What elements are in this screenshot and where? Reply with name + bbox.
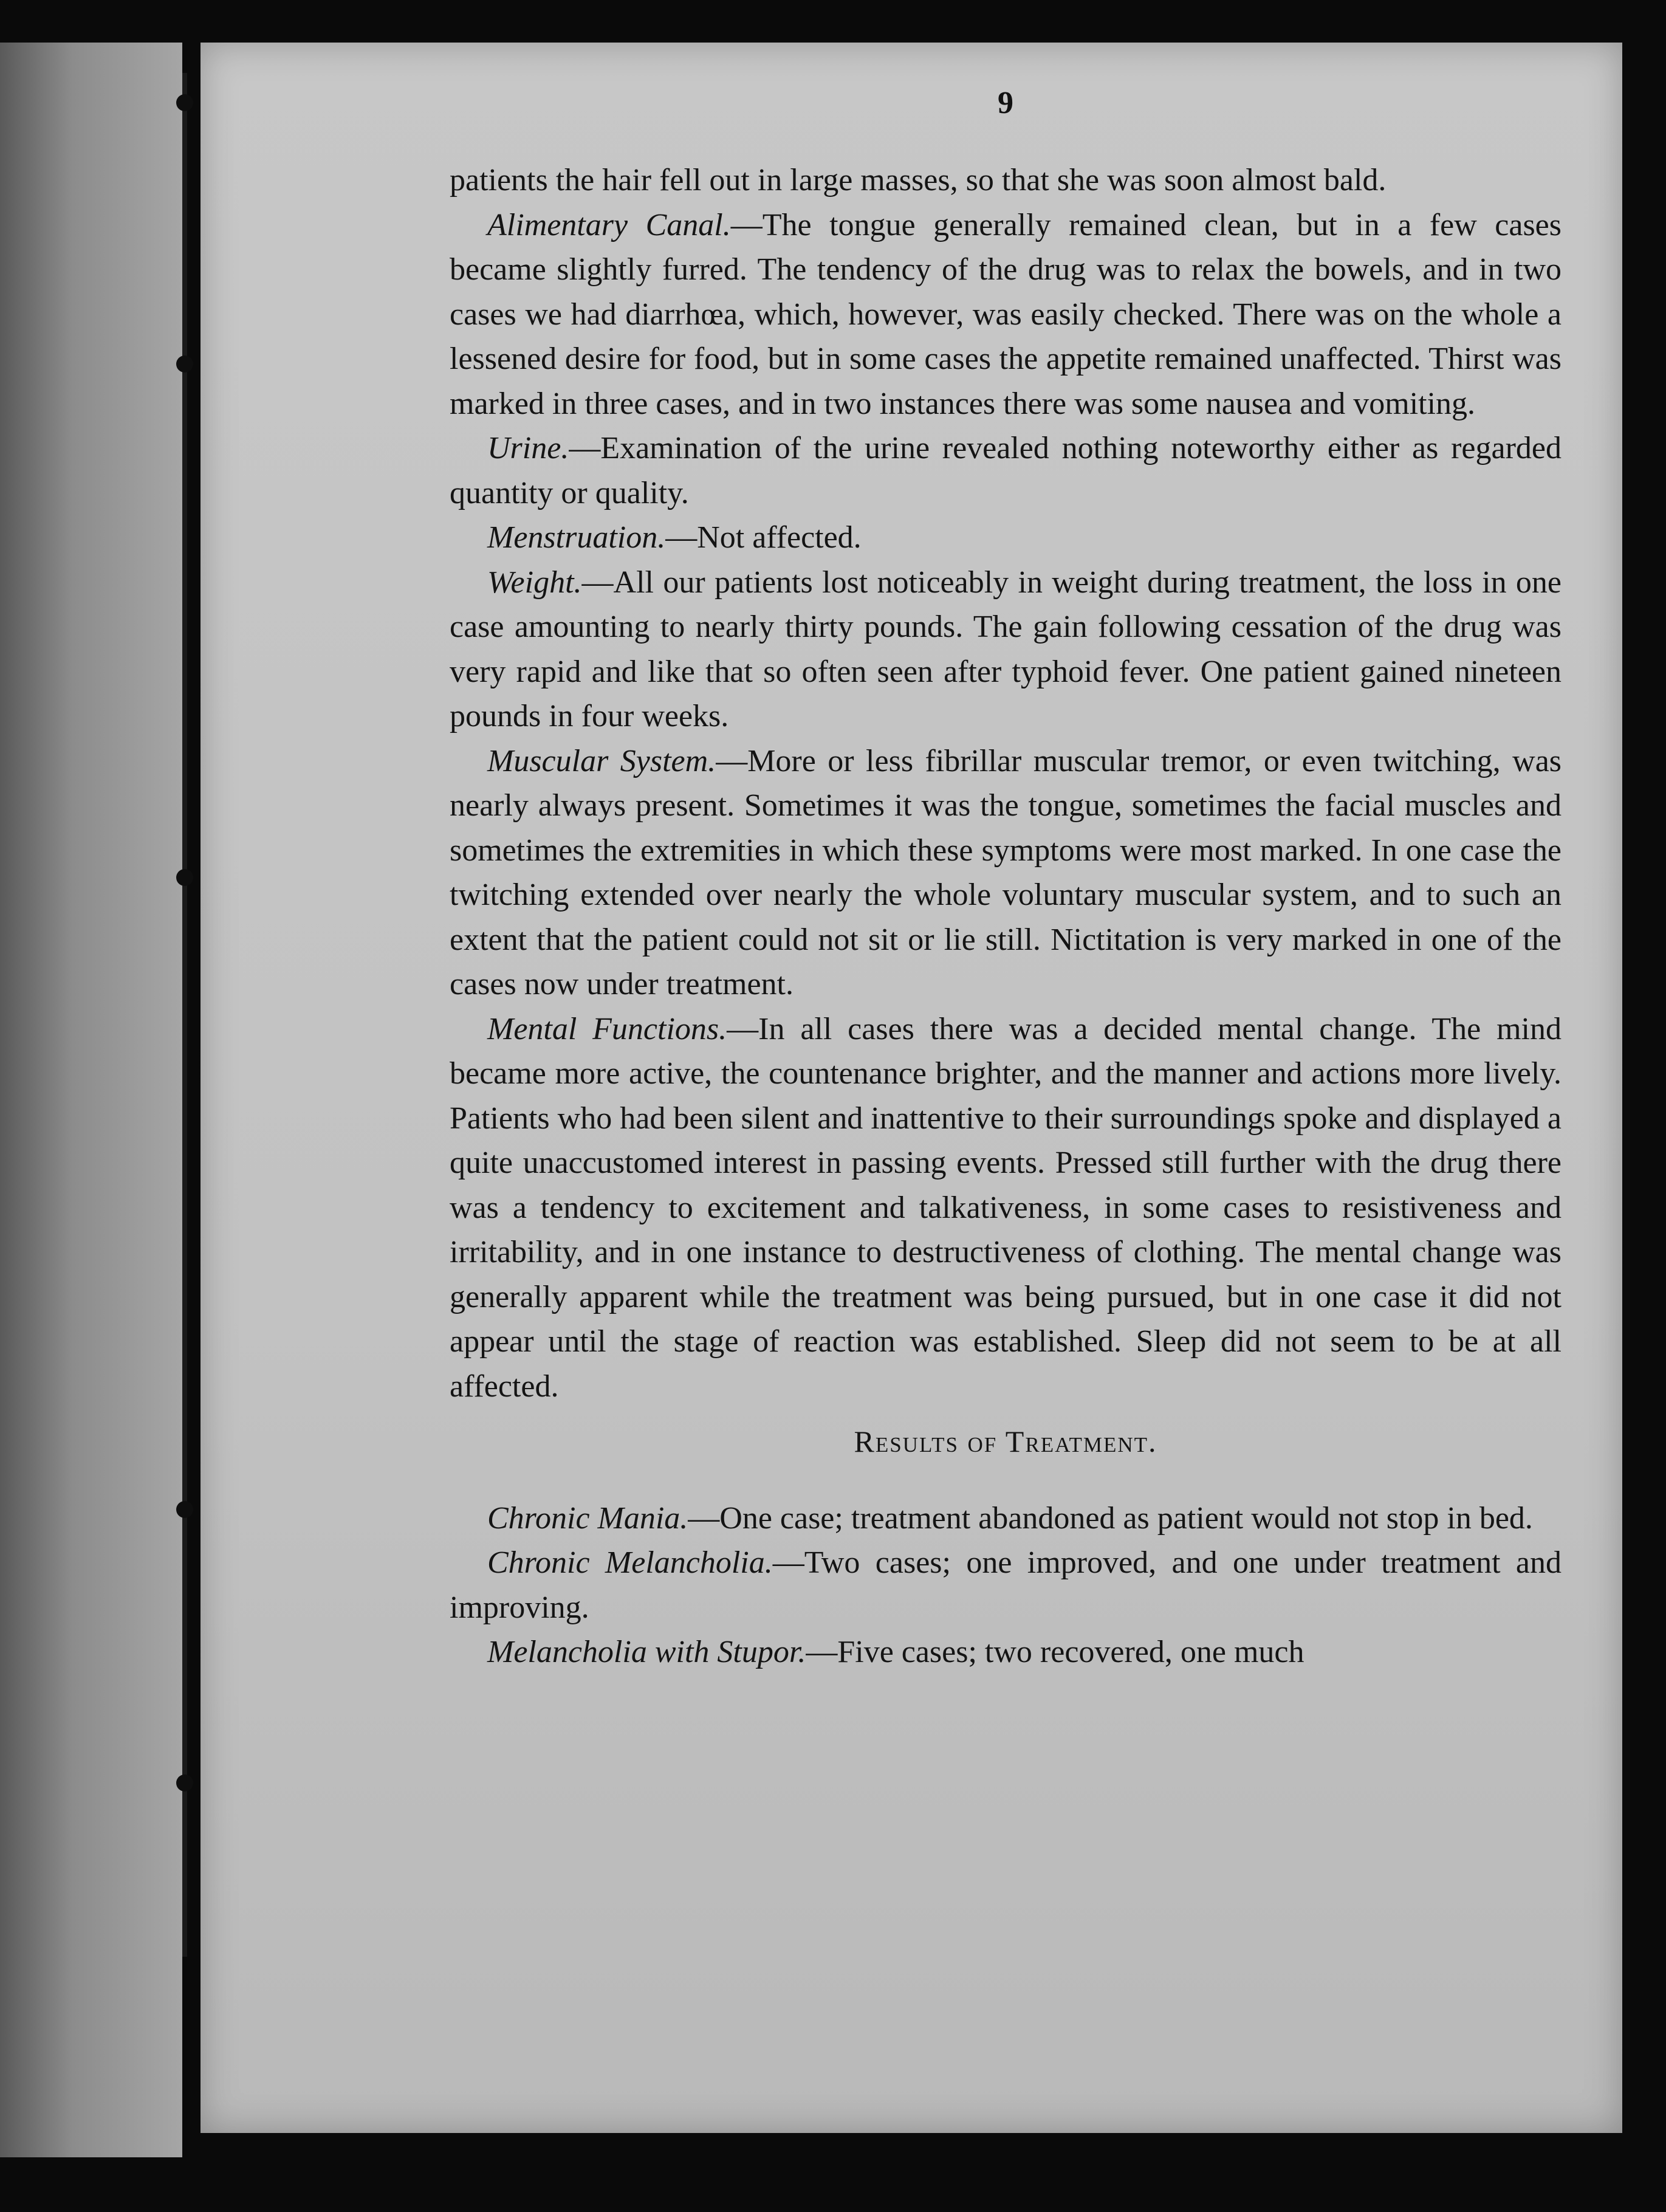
facing-page-edge: [0, 43, 182, 2157]
paragraph-text: —All our patients lost noticeably in weight during treatment, the loss in one case amounting to nearly thirty pounds. The gain following cessation of the drug was very rapid and like that so often seen after typhoid fever. One patient gained nineteen pounds in four weeks.: [450, 565, 1561, 733]
section-heading: Results of Treatment.: [854, 1424, 1157, 1458]
result-chronic-melancholia: [450, 1540, 1561, 1630]
paragraph-text: —More or less fibrillar muscular tremor, or even twitching, was nearly always present. Sometimes it was the tongue, sometimes the facial muscles and sometimes the extremities in which these symptoms were most marked. In one case the twitching extended over nearly the whole voluntary muscular system, and to such an extent that the patient could not sit or lie still. Nictitation is very marked in one of the cases now under treatment.: [450, 743, 1562, 1001]
paragraph-mental-functions: [450, 1007, 1561, 1409]
paragraph-text: —The tongue generally remained clean, but in a few cases became slightly furred. The tendency of the drug was to relax the bowels, and in two cases we had diarrhœa, which, however, was easily checked. There was on the whole a lessened desire for food, but in some cases the appetite remained unaffected. Thirst was marked in three cases, and in two instances there was some nausea and vomiting.: [450, 207, 1561, 421]
result-melancholia-with-stupor: [450, 1630, 1561, 1675]
binding-stitch: [176, 1774, 193, 1791]
result-text: —One case; treatment abandoned as patient would not stop in bed.: [688, 1500, 1533, 1536]
page-number: 9: [998, 86, 1013, 120]
body-text: [450, 158, 1561, 1675]
result-heading: Melancholia with Stupor.: [487, 1635, 806, 1669]
result-text: —Five cases; two recovered, one much: [806, 1635, 1304, 1669]
binding-stitch: [176, 94, 193, 111]
result-heading: Chronic Melancholia.: [487, 1545, 773, 1580]
binding-stitch: [176, 1501, 193, 1518]
paragraph-heading: Menstruation.: [487, 520, 666, 555]
paragraph-heading: Weight.: [487, 565, 582, 600]
result-text: —Two cases; one improved, and one under treatment and improving.: [450, 1545, 1562, 1625]
result-heading: Chronic Mania.: [487, 1500, 688, 1536]
paragraph-urine: [450, 426, 1561, 515]
paragraph-alimentary-canal: [450, 203, 1561, 427]
paragraph-heading: Urine.: [487, 431, 569, 465]
paragraph-heading: Alimentary Canal.: [487, 207, 731, 242]
binding-stitch: [176, 355, 193, 373]
paragraph-text: —Not affected.: [665, 520, 862, 555]
paragraph-heading: Muscular System.: [487, 743, 716, 778]
paragraph-text: —In all cases there was a decided mental change. The mind became more active, the countenance brighter, and the manner and actions more lively. Patients who had been silent and inattentive to their surroundings spoke and displayed a quite unaccustomed interest in passing events. Pressed still further with the drug there was a tendency to excitement and talkativeness, in some cases to resistiveness and irritability, and in one instance to destructiveness of clothing. The mental change was generally apparent while the treatment was being pursued, but in one case it did not appear until the stage of reaction was established. Sleep did not seem to be at all affected.: [450, 1011, 1561, 1404]
result-chronic-mania: [450, 1496, 1561, 1541]
binding-stitch: [176, 869, 193, 886]
paragraph-menstruation: [450, 515, 1561, 560]
paragraph-muscular-system: [450, 739, 1561, 1007]
continued-paragraph: patients the hair fell out in large masses, so that she was soon almost bald.: [450, 163, 1387, 197]
paragraph-text: —Examination of the urine revealed nothing noteworthy either as regarded quantity or quality.: [450, 431, 1561, 510]
paragraph-weight: [450, 560, 1561, 739]
paragraph-heading: Mental Functions.: [487, 1011, 727, 1046]
